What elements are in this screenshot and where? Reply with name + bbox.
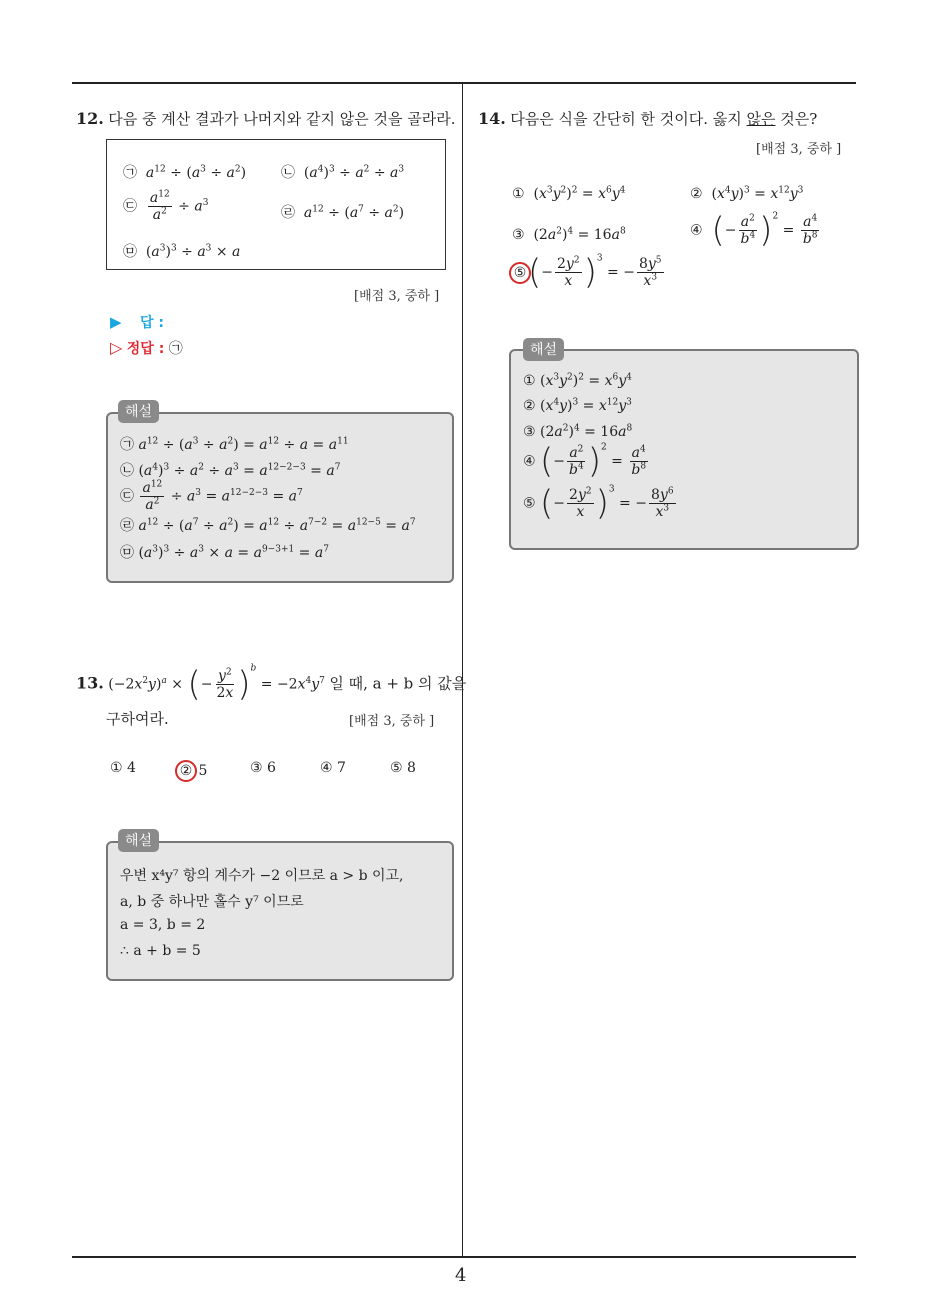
q12-correct-value: ㉠ [168,341,183,357]
q14-choice-3[interactable]: ③ $(2a^2)^4 = 16a^8$ [512,226,626,243]
q13-explain-tag: 해설 [118,829,159,852]
q12-explain-4: ㉣ $a^{12} \div (a^7 \div a^2) = a^{12} \div a^{7-2} = a^{12-5} = a^7$ [120,517,416,534]
q12-explain-tag: 해설 [118,400,159,423]
q12-answer-row [110,312,164,332]
q12-choice-5[interactable]: ㉤ $(a^3)^3 \div a^3 \times a$ [123,243,241,260]
q14-text-before: 다음은 식을 간단히 한 것이다. 옳지 [510,110,747,128]
q14-explain-5: ⑤ (− $\frac{2y^2}{x}$ )$^3$ = − $\frac{8y^6}{x^3}$ [523,483,674,524]
q14-explain-tag: 해설 [523,338,564,361]
q13-choice-4[interactable]: ④ 7 [320,760,346,776]
q14-explain-box [509,349,859,550]
q14-text-underlined: 않은 [746,110,776,128]
q14-choice-1[interactable]: ① $(x^3y^2)^2 = x^6y^4$ [512,185,626,202]
q13-explain-4: ∴ a + b = 5 [120,943,201,959]
q14-number: 14. [478,109,506,128]
q12-choice-1[interactable]: ㉠ $a^{12} \div (a^3 \div a^2)$ [123,164,247,181]
q13-heading: 13. $(-2x^2y)^a$ × (− $\frac{y^2}{2x}$ )$^b = -2x^4y^7$ 일 때, a + b 의 값을 [76,663,467,705]
q12-choice-2[interactable]: ㉡ $(a^4)^3 \div a^2 \div a^3$ [281,164,405,181]
q14-explain-2: ② $(x^4y)^3 = x^{12}y^3$ [523,397,632,414]
q13-explain-1: 우변 x⁴y⁷ 항의 계수가 −2 이므로 a > b 이고, [120,868,404,884]
q13-choice-1[interactable]: ① 4 [110,760,136,776]
q14-choice-5[interactable]: ⑤(− $\frac{2y^2}{x}$ )$^3$ = − $\frac{8y^5}{x^3}$ [512,256,666,289]
q12-explain-box [106,412,454,583]
q14-explain-3: ③ $(2a^2)^4 = 16a^8$ [523,423,633,440]
correct-arrow-icon: ▷ [110,338,123,357]
q12-choice-4[interactable]: ㉣ $a^{12} \div (a^7 \div a^2)$ [281,204,405,221]
q14-explain-1: ① $(x^3y^2)^2 = x^6y^4$ [523,372,632,389]
q14-score: [배점 3, 중하 ] [756,142,842,157]
q14-text-after: 것은? [775,110,818,128]
q12-number: 12. [76,109,104,128]
q13-tail-text: 일 때, a + b 의 값을 [329,674,467,693]
q14-choice-4[interactable]: ④ (− $\frac{a^2}{b^4}$ )$^2$ = $\frac{a^4}{b^8}$ [690,210,818,251]
q13-choice-2[interactable]: ② 5 [178,760,207,782]
q12-answer-label: 답 : [140,315,164,331]
selection-circle-icon: ⑤ [509,262,531,284]
q13-explain-3: a = 3, b = 2 [120,917,206,933]
q12-explain-2: ㉡ $(a^4)^3 \div a^2 \div a^3 = a^{12-2-3} = a^7$ [120,462,341,479]
top-rule [72,82,856,84]
bottom-rule [72,1256,856,1258]
q12-explain-5: ㉤ $(a^3)^3 \div a^3 \times a = a^{9-3+1} = a^7$ [120,544,329,561]
q12-choice-3[interactable]: ㉢ $\frac{a^{12}}{a^2}$ ÷ $a^3$ [123,189,209,223]
q12-heading [76,108,456,129]
q12-explain-1: ㉠ $a^{12} \div (a^3 \div a^2) = a^{12} \div a = a^{11}$ [120,436,349,453]
q14-choice-2[interactable]: ② $(x^4y)^3 = x^{12}y^3$ [690,185,804,202]
q12-explain-3: ㉢ $\frac{a^{12}}{a^2}$ ÷ $a^3 = a^{12-2-3} = a^7$ [120,479,303,513]
q13-explain-box [106,841,454,981]
q12-choice-box [106,139,446,270]
answer-arrow-icon: ▶ [110,313,122,331]
q14-heading [478,108,817,129]
page-number: 4 [455,1265,467,1286]
q13-choice-5[interactable]: ⑤ 8 [390,760,416,776]
selection-circle-icon: ② [175,760,197,782]
q13-score: [배점 3, 중하 ] [349,714,435,729]
q12-text: 다음 중 계산 결과가 나머지와 같지 않은 것을 골라라. [108,110,456,128]
q13-explain-2: a, b 중 하나만 홀수 y⁷ 이므로 [120,894,304,910]
q13-number: 13. [76,673,104,693]
q13-text2: 구하여라. [106,710,169,728]
q12-score: [배점 3, 중하 ] [354,289,440,304]
q13-choice-3[interactable]: ③ 6 [250,760,276,776]
q13-choices [110,760,450,784]
q12-correct-row [110,338,183,358]
q12-correct-label: 정답 : [126,341,165,357]
q14-explain-4: ④ (− $\frac{a^2}{b^4}$ )$^2$ = $\frac{a^4}{b^8}$ [523,441,647,482]
